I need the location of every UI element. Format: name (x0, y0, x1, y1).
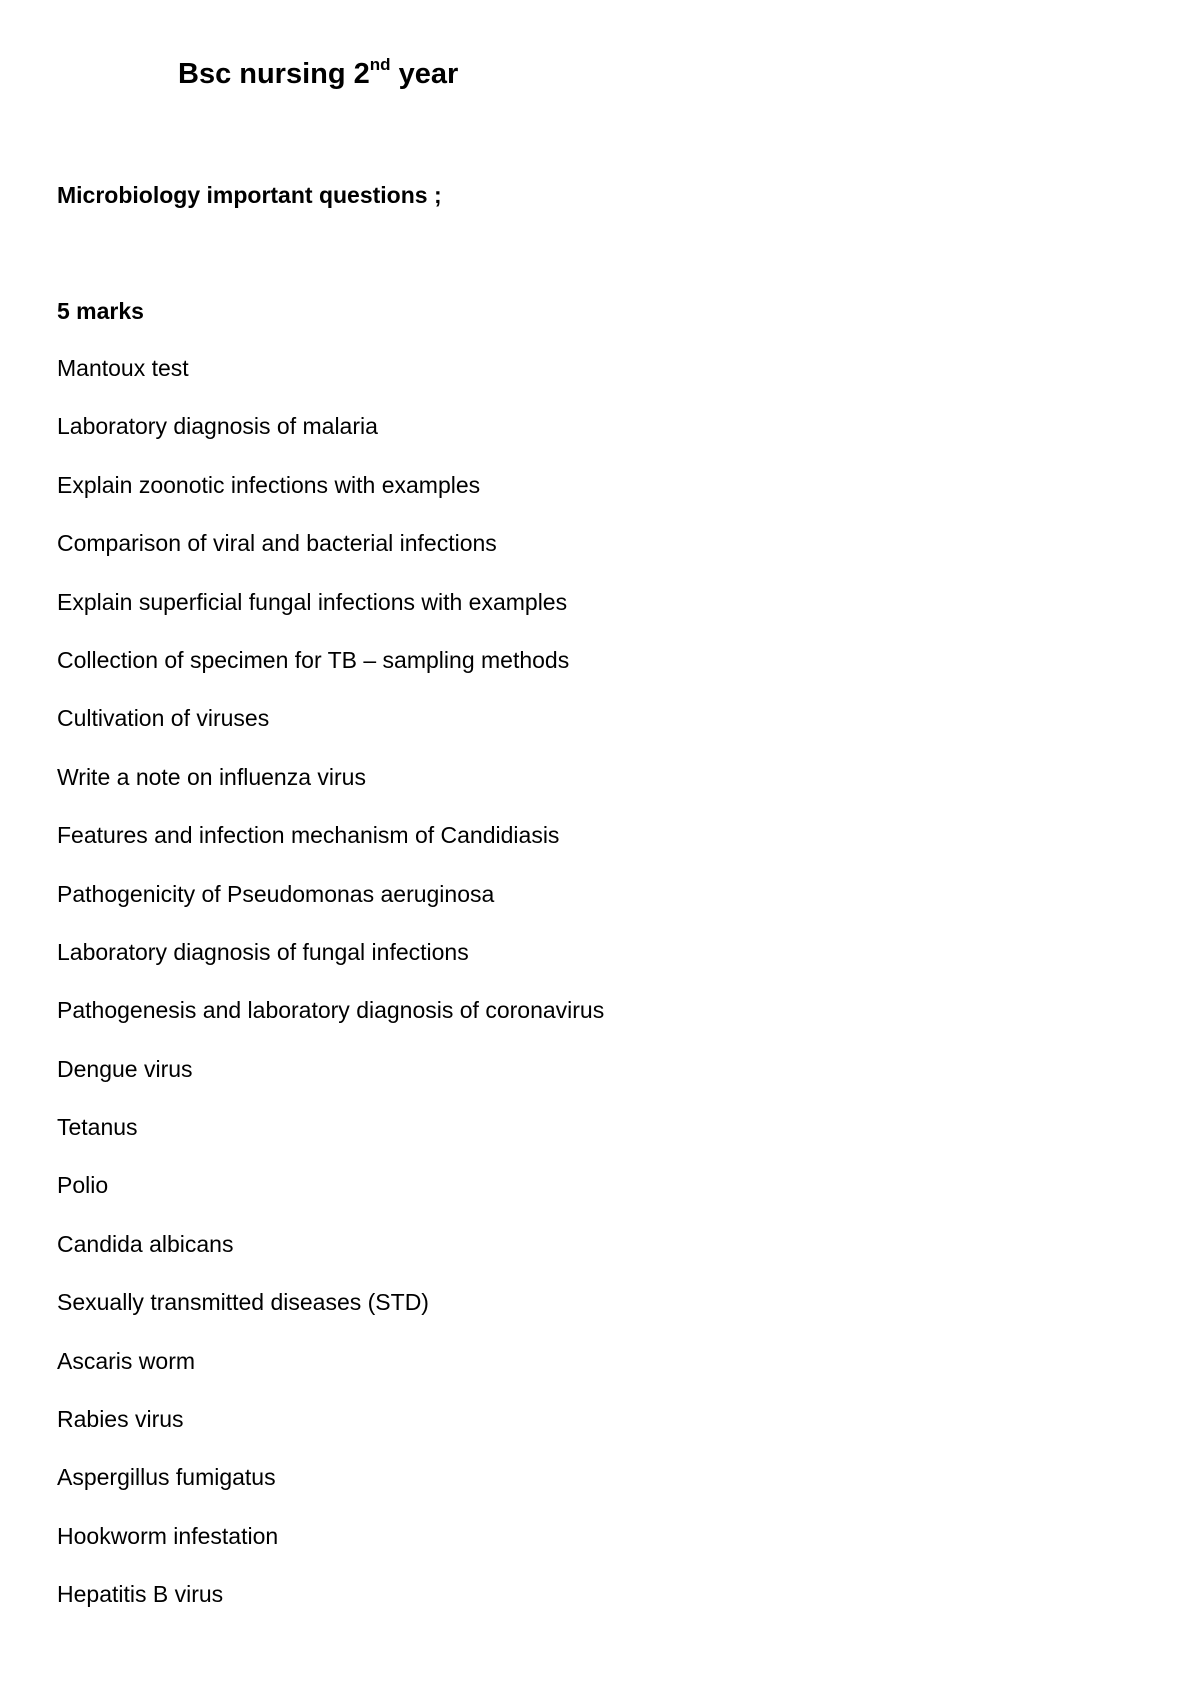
question-item: Rabies virus (57, 1406, 184, 1433)
question-item: Laboratory diagnosis of fungal infections (57, 938, 469, 965)
question-item: Collection of specimen for TB – sampling methods (57, 646, 570, 673)
question-item: Cultivation of viruses (57, 705, 270, 732)
question-item: Pathogenicity of Pseudomonas aeruginosa (57, 880, 495, 907)
section-heading-5-marks: 5 marks (57, 298, 144, 324)
question-item: Laboratory diagnosis of malaria (57, 413, 378, 440)
question-item: Hepatitis B virus (57, 1581, 224, 1608)
title-superscript: nd (369, 55, 391, 74)
document-subtitle: Microbiology important questions ; (57, 182, 442, 208)
question-item: Tetanus (57, 1114, 138, 1141)
question-item: Ascaris worm (57, 1347, 196, 1374)
question-item: Dengue virus (57, 1055, 193, 1082)
question-item: Hookworm infestation (57, 1522, 279, 1549)
question-item: Features and infection mechanism of Candidiasis (57, 822, 560, 849)
question-item: Explain superficial fungal infections with examples (57, 588, 568, 615)
question-item: Write a note on influenza virus (57, 763, 366, 790)
question-item: Explain zoonotic infections with examples (57, 471, 481, 498)
title-suffix: year (390, 58, 459, 90)
question-item: Polio (57, 1172, 109, 1199)
question-item: Aspergillus fumigatus (57, 1464, 276, 1491)
question-item: Mantoux test (57, 355, 189, 381)
question-list (57, 354, 604, 1639)
question-item: Candida albicans (57, 1230, 234, 1257)
question-item: Sexually transmitted diseases (STD) (57, 1289, 429, 1316)
question-item: Pathogenesis and laboratory diagnosis of coronavirus (57, 997, 605, 1024)
question-item: Comparison of viral and bacterial infections (57, 530, 497, 557)
page-title (178, 56, 458, 96)
title-text: Bsc nursing 2 (178, 58, 370, 90)
